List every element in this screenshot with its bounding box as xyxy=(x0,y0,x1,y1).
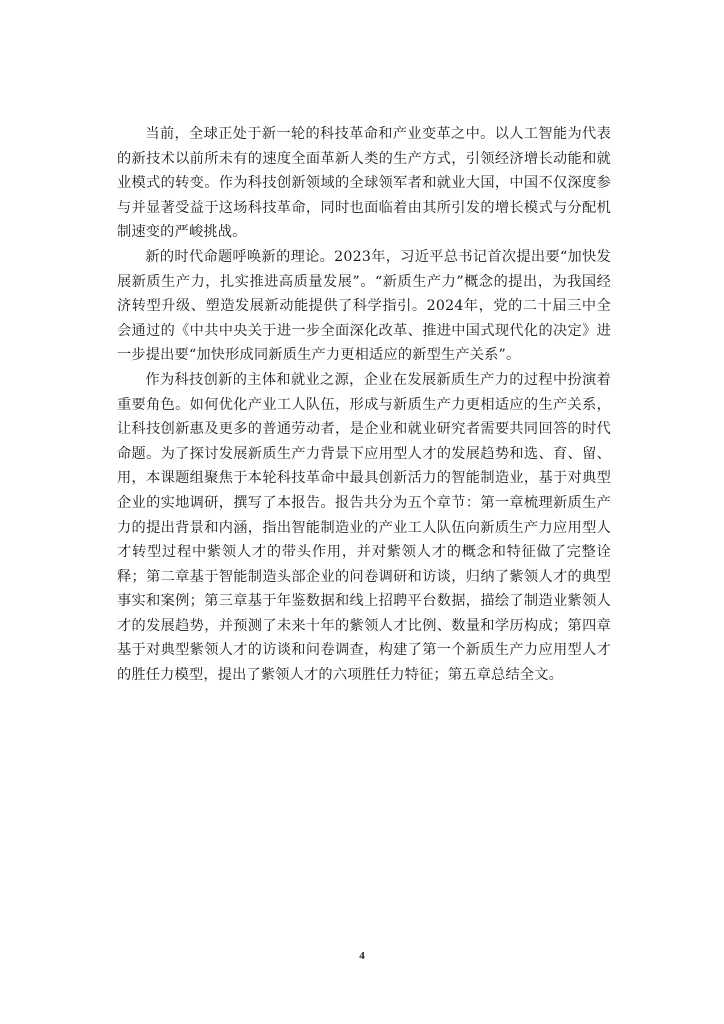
paragraph-report-outline: 作为科技创新的主体和就业之源，企业在发展新质生产力的过程中扮演着重要角色。如何优化产业工人队伍，形成与新质生产力更相适应的生产关系，让科技创新惠及更多的普通劳动者，是企业和就业研究者需要共同回答的时代命题。为了探讨发展新质生产力背景下应用型人才的发展趋势和选、育、留、用，本课题组聚焦于本轮科技革命中最具创新活力的智能制造业，基于对典型企业的实地调研，撰写了本报告。报告共分为五个章节：第一章梳理新质生产力的提出背景和内涵，指出智能制造业的产业工人队伍向新质生产力应用型人才转型过程中紫领人才的带头作用，并对紫领人才的概念和特征做了完整诠释；第二章基于智能制造头部企业的问卷调研和访谈，归纳了紫领人才的典型事实和案例；第三章基于年鉴数据和线上招聘平台数据，描绘了制造业紫领人才的发展趋势，并预测了未来十年的紫领人才比例、数量和学历构成；第四章基于对典型紫领人才的访谈和问卷调查，构建了第一个新质生产力应用型人才的胜任力模型，提出了紫领人才的六项胜任力特征；第五章总结全文。 xyxy=(117,371,611,684)
page-number: 4 xyxy=(359,950,365,962)
body-text xyxy=(117,122,611,688)
paragraph-theory: 新的时代命题呼唤新的理论。2023年，习近平总书记首次提出要“加快发展新质生产力，扎实推进高质量发展”。“新质生产力”概念的提出，为我国经济转型升级、塑造发展新动能提供了科学指引。2024年，党的二十届三中全会通过的《中共中央关于进一步全面深化改革、推进中国式现代化的决定》进一步提出要“加快形成同新质生产力更相适应的新型生产关系”。 xyxy=(117,248,611,364)
paragraph-intro: 当前，全球正处于新一轮的科技革命和产业变革之中。以人工智能为代表的新技术以前所未有的速度全面革新人类的生产方式，引领经济增长动能和就业模式的转变。作为科技创新领域的全球领军者和就业大国，中国不仅深度参与并显著受益于这场科技革命，同时也面临着由其所引发的增长模式与分配机制速变的严峻挑战。 xyxy=(117,126,611,241)
